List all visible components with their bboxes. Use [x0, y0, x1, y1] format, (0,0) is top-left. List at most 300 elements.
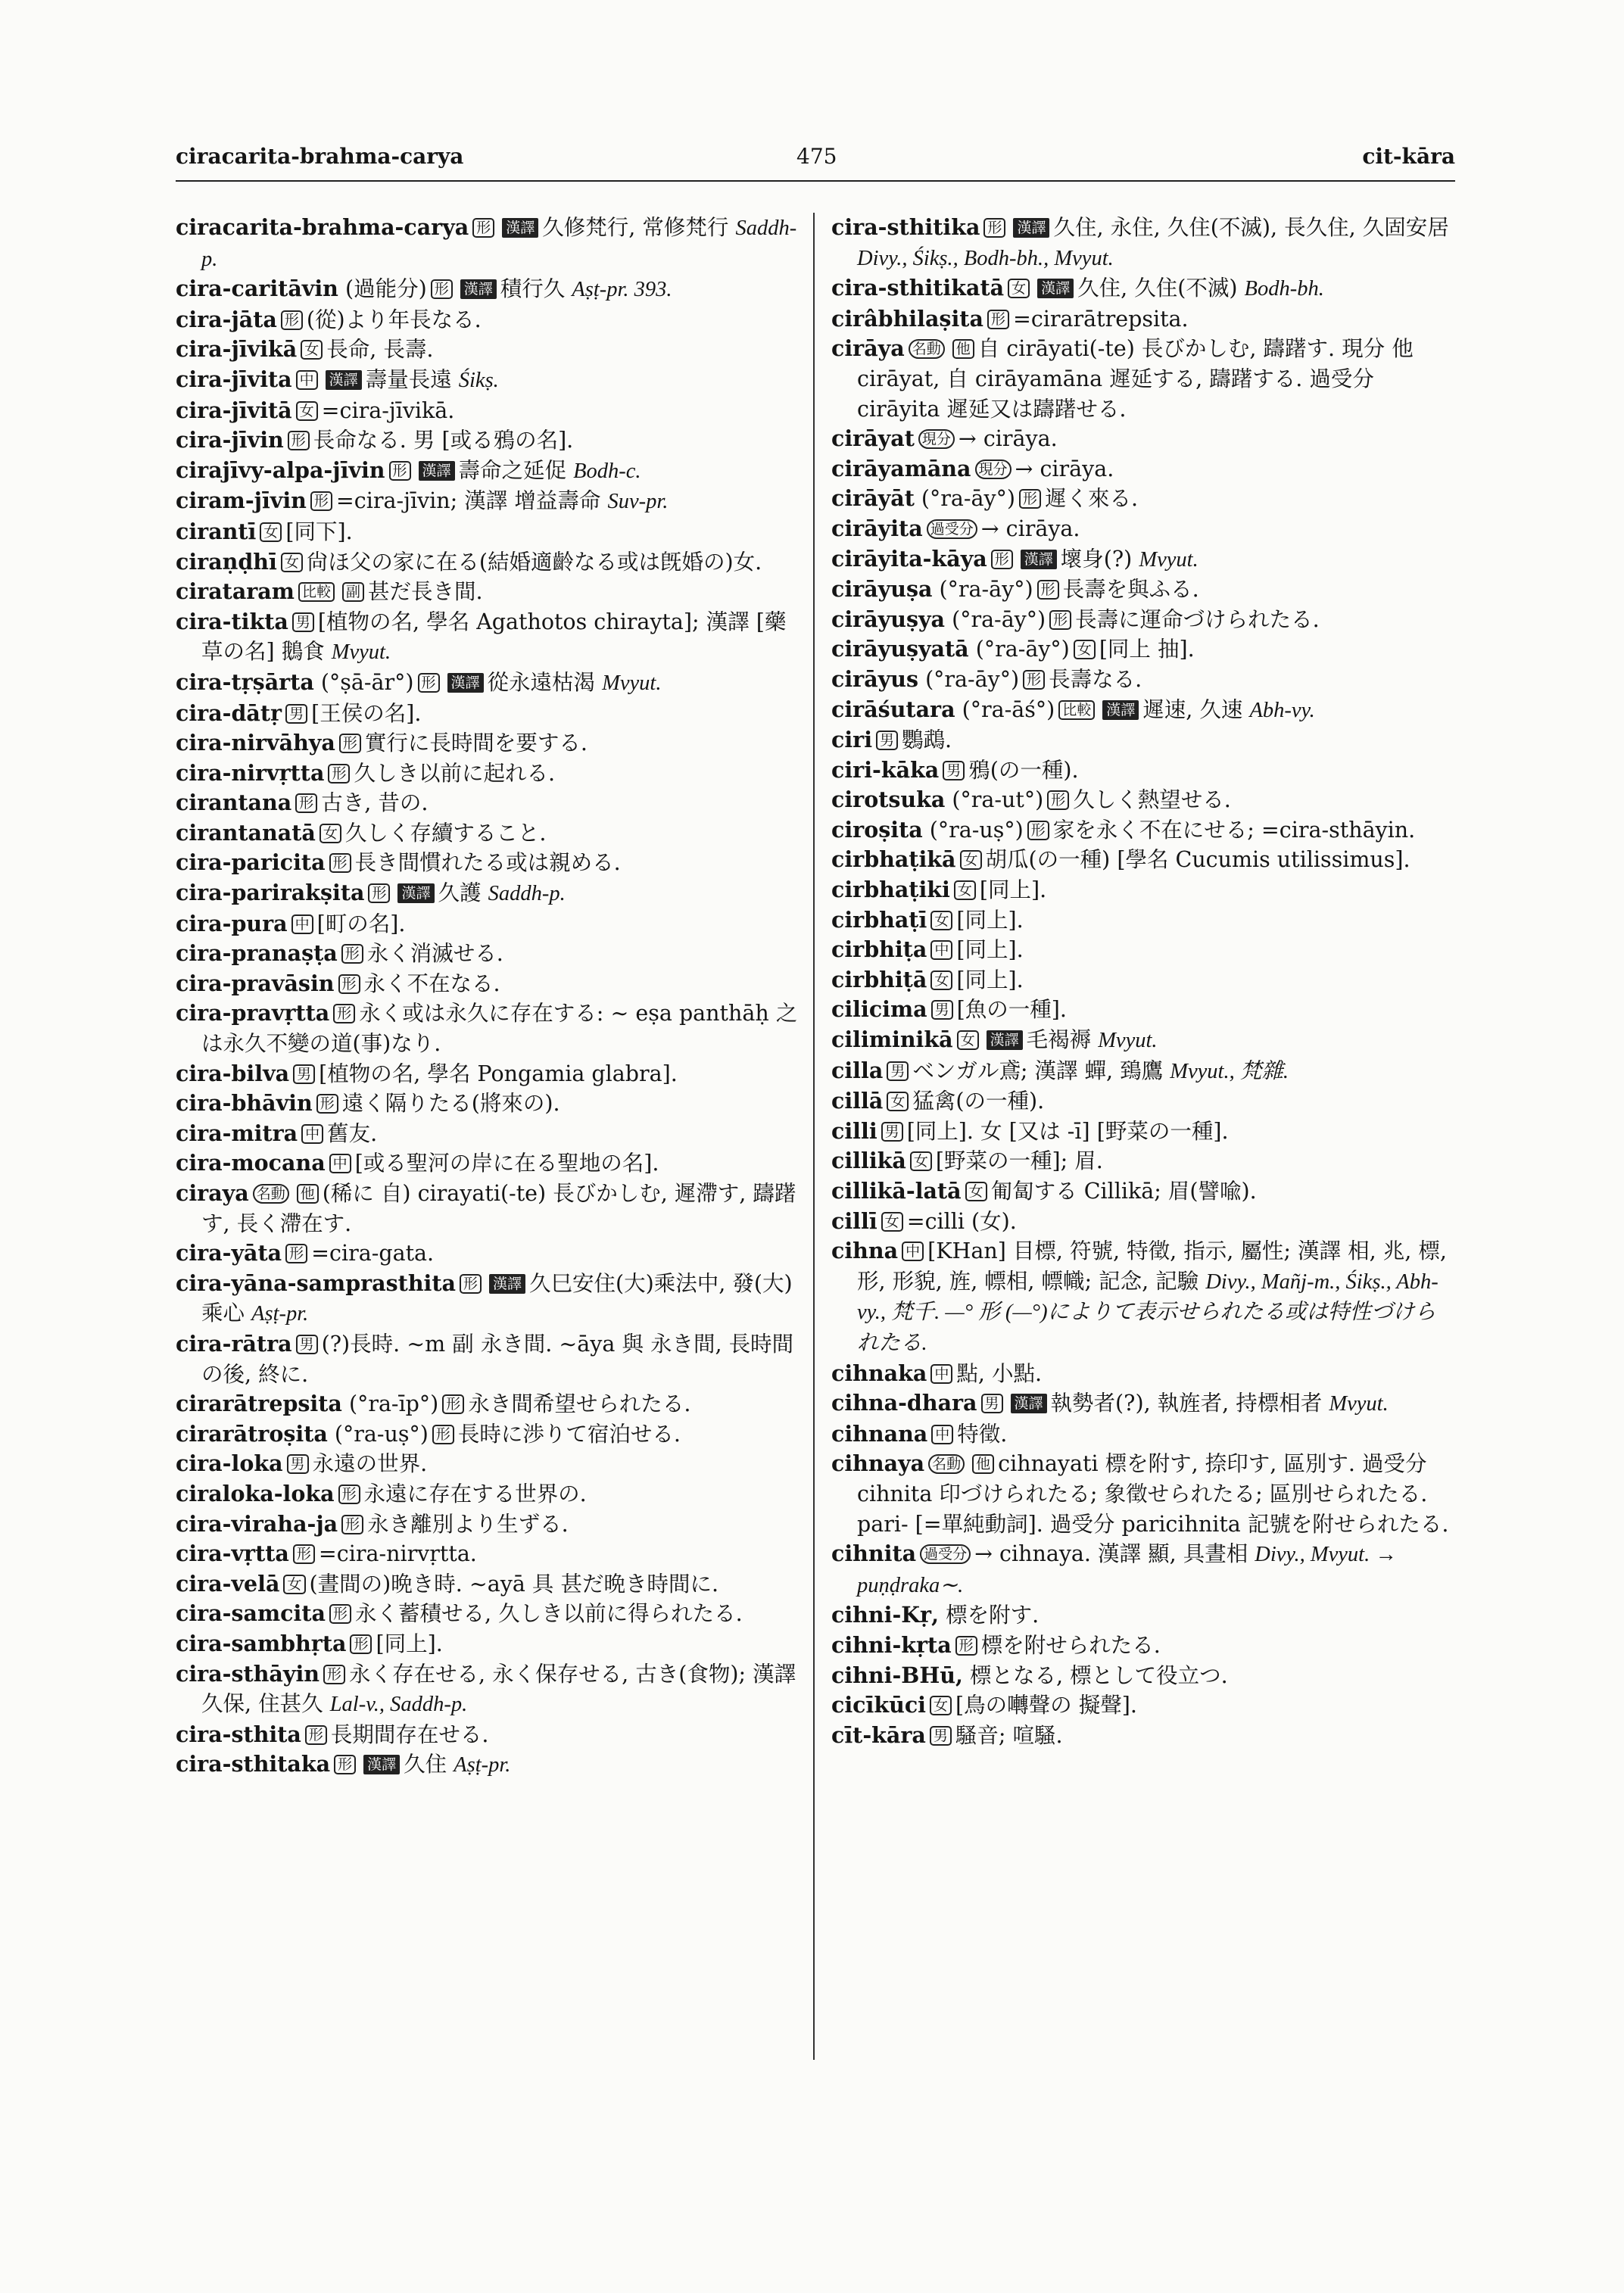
- dictionary-entry: [176, 607, 798, 668]
- translation-tag: 漢譯: [1037, 279, 1074, 298]
- entry-definition: → cihnaya. 漢譯 顯, 具晝相: [974, 1541, 1248, 1567]
- dictionary-entry: [831, 1236, 1454, 1358]
- entry-definition: [KHan] 目標, 符號, 特徵, 指示, 屬性; 漢譯 相, 兆, 標, 形, 形貌, 旌, 幖相, 幖幟; 記念, 記驗: [857, 1238, 1447, 1294]
- entry-definition: cihnayati 標を附す, 捺印す, 區別す. 過受分 cihnita 印づけられたる; 象徵せられたる; 區別せられたる. pari- [=單純動詞]. 過受分 paricihnita 記號を附せられたる.: [857, 1451, 1449, 1537]
- grammar-tag: 女: [954, 880, 976, 900]
- entry-headword: cira-jīvitā: [176, 397, 292, 423]
- entry-definition: 壽命之延促: [458, 457, 567, 483]
- entry-definition: → cirāya.: [1015, 456, 1114, 481]
- dictionary-entry: [831, 213, 1454, 273]
- source-reference: Divy., Śikṣ., Bodh-bh., Mvyut.: [857, 246, 1114, 270]
- entry-headword: cirāyita: [831, 515, 923, 541]
- dictionary-entry: [176, 365, 798, 396]
- entry-definition: 實行に長時間を要する.: [364, 731, 588, 756]
- grammar-tag: 比較: [298, 582, 335, 602]
- dictionary-entry: [176, 818, 798, 849]
- dictionary-entry: [831, 695, 1454, 726]
- entry-definition: 久しく存續すること.: [344, 820, 547, 846]
- source-reference: Mvyut.: [1329, 1392, 1389, 1416]
- dictionary-entry: [176, 1479, 798, 1509]
- grammar-tag: 形: [329, 1604, 351, 1624]
- grammar-tag: 他: [952, 339, 974, 359]
- entry-definition: =cilli (女).: [906, 1208, 1017, 1234]
- grammar-tag: 形: [389, 461, 411, 481]
- entry-headword: cirbhiṭa: [831, 936, 927, 963]
- page-header: [176, 144, 1455, 182]
- grammar-tag: 形: [338, 974, 360, 994]
- entry-definition: 舊友.: [327, 1120, 378, 1146]
- entry-definition: [町の名].: [316, 911, 406, 936]
- entry-headword: cihni-kṛta: [831, 1631, 952, 1658]
- entry-definition: 鴉(の一種).: [968, 757, 1079, 783]
- entry-headword: ciraṇḍhī: [176, 548, 277, 575]
- translation-tag: 漢譯: [1013, 218, 1049, 238]
- pronunciation-note: (°ra-āy°): [921, 486, 1015, 512]
- grammar-tag: 男: [285, 704, 307, 724]
- grammar-tag: 中: [930, 1364, 952, 1384]
- source-reference: Divy., Mañj-m., Śikṣ., Abh-vy., 梵千. —° 形 (—°)によりて表示せられたる或は特性づけられたる.: [857, 1270, 1439, 1355]
- source-reference: Bodh-c.: [573, 459, 641, 483]
- entry-headword: cirāyita-kāya: [831, 545, 987, 572]
- grammar-tag: 現分: [918, 429, 955, 449]
- entry-headword: cilla: [831, 1057, 884, 1083]
- entry-headword: cira-sthitikatā: [831, 275, 1005, 301]
- dictionary-entry: [176, 274, 798, 305]
- entry-headword: cira-sthitaka: [176, 1751, 331, 1777]
- entry-definition: 長き間慣れたる或は親める.: [354, 850, 621, 876]
- dictionary-entry: [176, 547, 798, 578]
- grammar-tag: 中: [296, 370, 318, 390]
- grammar-tag: 形: [323, 1665, 345, 1684]
- grammar-tag: 比較: [1058, 700, 1095, 720]
- grammar-tag: 女: [957, 1030, 979, 1050]
- grammar-tag: 形: [987, 310, 1009, 329]
- entry-definition: [王侯の名].: [311, 700, 422, 726]
- entry-headword: cira-caritāvin: [176, 276, 338, 302]
- entry-definition: 從永遠枯渴: [487, 669, 596, 695]
- translation-tag: 漢譯: [419, 461, 455, 481]
- grammar-tag: 形: [328, 764, 350, 784]
- grammar-tag: 形: [293, 1544, 315, 1564]
- grammar-tag: 中: [902, 1242, 924, 1261]
- entry-headword: cihni-BHū,: [831, 1662, 963, 1688]
- entry-definition: 標を附せられたる.: [980, 1632, 1161, 1658]
- dictionary-entry: [831, 1449, 1454, 1539]
- entry-headword: cillikā: [831, 1148, 906, 1174]
- entry-headword: cira-bhāvin: [176, 1090, 313, 1117]
- entry-definition: [或る聖河の岸に在る聖地の名].: [354, 1151, 659, 1176]
- entry-definition: 久住, 久住(不滅): [1077, 276, 1238, 301]
- entry-headword: cira-sthita: [176, 1721, 301, 1747]
- entry-definition: 永遠の世界.: [312, 1451, 428, 1477]
- entry-definition: 遲速, 久速: [1142, 696, 1243, 722]
- entry-headword: cira-pravṛtta: [176, 1000, 330, 1027]
- entry-headword: cira-tṛṣārta: [176, 668, 314, 695]
- entry-headword: cihnaya: [831, 1450, 925, 1477]
- grammar-tag: 他: [297, 1184, 319, 1204]
- dictionary-entry: [176, 1179, 798, 1238]
- grammar-tag: 形: [350, 1634, 372, 1654]
- dictionary-entry: [831, 935, 1454, 965]
- entry-definition: 久住, 永住, 久住(不滅), 長久住, 久固安居: [1053, 215, 1449, 240]
- entry-headword: cira-pranaṣṭa: [176, 940, 338, 967]
- entry-headword: cira-jīvin: [176, 427, 284, 453]
- column-divider: [813, 213, 815, 2060]
- source-reference: Śikṣ.: [458, 368, 499, 392]
- entry-definition: 永き離別より生ずる.: [367, 1511, 569, 1537]
- grammar-tag: 形: [341, 944, 363, 964]
- entry-headword: cira-sthāyin: [176, 1660, 320, 1687]
- entry-headword: cirāya: [831, 335, 905, 362]
- entry-definition: 長時に渉りて宿泊せる.: [457, 1421, 681, 1447]
- dictionary-entry: [176, 425, 798, 456]
- translation-tag: 漢譯: [460, 279, 497, 299]
- entry-headword: ciliminikā: [831, 1027, 953, 1053]
- grammar-tag: 形: [1047, 790, 1069, 810]
- translation-tag: 漢譯: [363, 1755, 400, 1774]
- grammar-tag: 形: [368, 883, 390, 903]
- entry-definition: 永き間希望せられたる.: [468, 1391, 691, 1417]
- entry-definition: [同上].: [956, 907, 1024, 933]
- dictionary-entry: [176, 1059, 798, 1089]
- grammar-tag: 女: [301, 340, 323, 360]
- dictionary-entry: [831, 1207, 1454, 1237]
- dictionary-entry: [831, 905, 1454, 936]
- entry-definition: 執勢者(?), 執旌者, 持標相者: [1050, 1391, 1323, 1416]
- entry-definition: 壞身(?): [1060, 546, 1133, 572]
- dictionary-entry: [831, 273, 1454, 304]
- entry-definition: 壽量長遠: [365, 366, 452, 392]
- source-reference: Divy., Mvyut. → puṇḍraka∼.: [857, 1543, 1397, 1597]
- dictionary-entry: [176, 456, 798, 487]
- grammar-tag: 名動: [909, 339, 945, 359]
- dictionary-entry: [831, 454, 1454, 484]
- dictionary-entry: [176, 788, 798, 818]
- entry-headword: cira-velā: [176, 1570, 280, 1597]
- grammar-tag: 男: [296, 1335, 318, 1354]
- entry-definition: (晝間の)晩き時. ∼ayā 具 甚だ晩き時間に.: [309, 1571, 718, 1597]
- dictionary-entry: [831, 1359, 1454, 1389]
- entry-definition: 長命なる. 男 [或る鴉の名].: [313, 428, 574, 453]
- entry-definition: 長命, 長壽.: [326, 337, 434, 363]
- entry-definition: 自 cirāyati(-te) 長びかしむ, 躊躇す. 現分 他 cirāyat, 自 cirāyamāna 遲延する, 躊躇する. 過受分 cirāyita 遲延又は躊躇せる.: [857, 336, 1414, 422]
- entry-definition: 長壽なる.: [1049, 666, 1142, 692]
- grammar-tag: 女: [283, 1575, 305, 1594]
- grammar-tag: 形: [418, 673, 440, 693]
- entry-headword: cicīkūci: [831, 1692, 927, 1718]
- dictionary-entry: [831, 575, 1454, 605]
- entry-headword: cira-loka: [176, 1450, 283, 1477]
- dictionary-entry: [176, 1539, 798, 1569]
- entry-definition: [植物の名, 學名 Pongamia glabra].: [319, 1061, 678, 1086]
- grammar-tag: 過受分: [920, 1544, 971, 1564]
- grammar-tag: 形: [338, 1485, 360, 1504]
- dictionary-entry: [831, 544, 1454, 575]
- entry-definition: =cira-jīvin; 漢譯 增益壽命: [335, 488, 601, 514]
- dictionary-entry: [176, 1659, 798, 1720]
- entry-definition: 騷音; 喧騷.: [955, 1722, 1063, 1748]
- dictionary-entry: [176, 728, 798, 759]
- grammar-tag: 現分: [975, 460, 1011, 479]
- translation-tag: 漢譯: [1011, 1394, 1047, 1413]
- entry-headword: cirantī: [176, 518, 257, 544]
- source-reference: Abh-vy.: [1249, 698, 1315, 722]
- dictionary-entry: [176, 668, 798, 699]
- entry-headword: cirāyamāna: [831, 455, 971, 481]
- dictionary-entry: [831, 1117, 1454, 1147]
- entry-headword: cihna-dhara: [831, 1390, 977, 1416]
- grammar-tag: 男: [292, 612, 314, 632]
- entry-definition: 久修梵行, 常修梵行: [542, 215, 729, 240]
- dictionary-entry: [176, 517, 798, 547]
- entry-headword: cira-tikta: [176, 608, 288, 634]
- entry-definition: → cirāya.: [958, 426, 1058, 452]
- dictionary-entry: [831, 785, 1454, 815]
- grammar-tag: 形: [1049, 610, 1071, 630]
- dictionary-entry: [176, 213, 798, 274]
- entry-definition: [同上].: [979, 877, 1047, 903]
- entry-headword: cirbhaṭikā: [831, 846, 956, 873]
- source-reference: Mvyut.: [1139, 547, 1199, 572]
- page-number: 475: [796, 144, 837, 169]
- dictionary-entry: [831, 1176, 1454, 1207]
- entry-headword: cira-jāta: [176, 306, 277, 332]
- grammar-tag: 副: [342, 582, 364, 602]
- dictionary-entry: [176, 969, 798, 999]
- dictionary-entry: [176, 878, 798, 909]
- grammar-tag: 男: [887, 1061, 909, 1081]
- pronunciation-note: (°ra-īp°): [348, 1391, 439, 1417]
- entry-definition: 久しく熱望せる.: [1073, 787, 1231, 813]
- entry-headword: ciraya: [176, 1180, 249, 1206]
- right-column: [831, 213, 1454, 1750]
- dictionary-entry: [176, 335, 798, 365]
- dictionary-entry: [176, 939, 798, 969]
- dictionary-entry: [831, 965, 1454, 995]
- dictionary-entry: [831, 424, 1454, 454]
- grammar-tag: 男: [981, 1394, 1003, 1413]
- grammar-tag: 他: [972, 1454, 994, 1474]
- grammar-tag: 女: [260, 522, 282, 542]
- entry-definition: [同上].: [376, 1631, 443, 1656]
- entry-definition: 遠く隔りたる(將來の).: [341, 1091, 560, 1117]
- entry-definition: [鳥の囀聲の 擬聲].: [955, 1693, 1137, 1718]
- dictionary-entry: [176, 396, 798, 426]
- entry-definition: 點, 小點.: [956, 1360, 1043, 1386]
- pronunciation-note: (°ṣā-ār°): [320, 669, 414, 695]
- entry-headword: cira-vṛtta: [176, 1541, 289, 1567]
- entry-headword: ciram-jīvin: [176, 488, 307, 514]
- dictionary-entry: [831, 334, 1454, 424]
- entry-definition: 久住: [404, 1752, 447, 1777]
- source-reference: Suv-pr.: [607, 490, 669, 514]
- entry-headword: cirarātrepsita: [176, 1391, 342, 1417]
- pronunciation-note: (°ra-āś°): [962, 696, 1055, 722]
- entry-definition: 積行久: [500, 276, 566, 302]
- entry-definition: =cirarātrepsita.: [1012, 306, 1189, 332]
- grammar-tag: 形: [334, 1755, 356, 1774]
- dictionary-entry: [831, 815, 1454, 846]
- entry-definition: 鸚鵡.: [902, 727, 952, 753]
- dictionary-entry: [176, 1119, 798, 1149]
- translation-tag: 漢譯: [987, 1030, 1023, 1050]
- grammar-tag: 形: [983, 218, 1005, 238]
- entry-headword: cirāśutara: [831, 696, 955, 722]
- grammar-tag: 形: [1019, 489, 1041, 509]
- dictionary-entry: [831, 875, 1454, 905]
- entry-definition: [魚の一種].: [956, 997, 1067, 1023]
- header-left-guide-word: ciracarita-brahma-carya: [176, 144, 464, 169]
- dictionary-entry: [831, 1388, 1454, 1419]
- source-reference: Saddh-p.: [488, 882, 566, 906]
- grammar-tag: 中: [329, 1154, 351, 1173]
- dictionary-entry: [176, 1389, 798, 1419]
- dictionary-entry: [831, 1419, 1454, 1450]
- entry-definition: [同上 抽].: [1099, 637, 1195, 662]
- entry-headword: cirāyus: [831, 665, 918, 692]
- dictionary-entry: [176, 1720, 798, 1750]
- entry-headword: cira-pravāsin: [176, 970, 335, 996]
- grammar-tag: 形: [341, 1515, 363, 1534]
- dictionary-entry: [176, 486, 798, 517]
- dictionary-entry: [176, 1569, 798, 1600]
- source-reference: Lal-v., Saddh-p.: [329, 1693, 468, 1717]
- grammar-tag: 形: [460, 1274, 482, 1294]
- entry-headword: cira-mocana: [176, 1150, 326, 1176]
- dictionary-entry: [176, 1599, 798, 1629]
- entry-definition: 古き, 昔の.: [321, 790, 429, 816]
- grammar-tag: 形: [1027, 821, 1049, 840]
- header-right-guide-word: cit-kāra: [1362, 144, 1455, 169]
- grammar-tag: 男: [287, 1454, 309, 1474]
- entry-definition: 永く存在せる, 永く保存せる, 古き(食物); 漢譯 久保, 住甚久: [201, 1661, 796, 1717]
- entry-headword: cihni-Kṛ,: [831, 1602, 939, 1628]
- entry-definition: 猛禽(の一種).: [912, 1089, 1045, 1114]
- entry-headword: cirbhaṭī: [831, 906, 927, 933]
- entry-definition: 標となる, 標として役立つ.: [970, 1662, 1228, 1688]
- entry-headword: cirāyat: [831, 425, 915, 452]
- grammar-tag: 形: [316, 1094, 338, 1114]
- entry-headword: cirāyuṣya: [831, 606, 946, 632]
- grammar-tag: 女: [281, 553, 303, 572]
- entry-headword: ciraloka-loka: [176, 1480, 335, 1506]
- entry-headword: cira-rātra: [176, 1330, 292, 1357]
- grammar-tag: 女: [320, 824, 341, 843]
- pronunciation-note: (°ra-āy°): [975, 637, 1070, 662]
- entry-definition: 匍匐する Cillikā; 眉(譬喩).: [990, 1179, 1257, 1204]
- grammar-tag: 名動: [253, 1184, 289, 1204]
- grammar-tag: 女: [930, 911, 952, 930]
- translation-tag: 漢譯: [447, 673, 484, 693]
- grammar-tag: 形: [295, 793, 317, 813]
- dictionary-entry: [831, 845, 1454, 875]
- entry-definition: (從)より年長なる.: [306, 307, 482, 332]
- entry-definition: 永く消滅せる.: [366, 941, 503, 967]
- dictionary-entry: [176, 1329, 798, 1389]
- dictionary-entry: [831, 1661, 1454, 1691]
- grammar-tag: 中: [931, 1425, 953, 1444]
- grammar-tag: 男: [293, 1064, 315, 1084]
- entry-headword: cīt-kāra: [831, 1721, 926, 1748]
- grammar-tag: 男: [881, 1122, 903, 1142]
- translation-tag: 漢譯: [1021, 550, 1057, 569]
- grammar-tag: 形: [472, 218, 494, 238]
- entry-headword: cira-sthitika: [831, 214, 980, 240]
- grammar-tag: 男: [943, 761, 965, 780]
- grammar-tag: 過受分: [927, 519, 977, 539]
- grammar-tag: 形: [305, 1725, 327, 1745]
- entry-headword: cira-viraha-ja: [176, 1510, 338, 1537]
- entry-headword: cira-yāta: [176, 1240, 282, 1266]
- dictionary-entry: [831, 725, 1454, 756]
- entry-headword: cira-yāna-samprasthita: [176, 1270, 456, 1296]
- grammar-tag: 女: [960, 850, 982, 870]
- entry-definition: 甚だ長き間.: [367, 579, 483, 605]
- entry-definition: 永く不在なる.: [363, 970, 500, 996]
- grammar-tag: 女: [881, 1212, 903, 1232]
- entry-headword: cira-mitra: [176, 1120, 298, 1146]
- entry-headword: cillī: [831, 1207, 877, 1234]
- source-reference: Aṣṭ-pr.: [251, 1302, 309, 1326]
- dictionary-entry: [176, 1749, 798, 1781]
- dictionary-entry: [176, 305, 798, 335]
- grammar-tag: 女: [1074, 640, 1096, 659]
- entry-headword: cihnaka: [831, 1360, 927, 1386]
- dictionary-entry: [831, 1025, 1454, 1056]
- grammar-tag: 形: [329, 853, 351, 873]
- grammar-tag: 形: [310, 491, 332, 511]
- grammar-tag: 形: [991, 550, 1013, 569]
- grammar-tag: 女: [1008, 279, 1030, 298]
- dictionary-entry: [831, 1721, 1454, 1751]
- grammar-tag: 女: [965, 1182, 987, 1201]
- dictionary-entry: [176, 848, 798, 878]
- entry-definition: =cira-gata.: [311, 1241, 435, 1266]
- grammar-tag: 女: [296, 401, 318, 421]
- dictionary-entry: [831, 304, 1454, 335]
- entry-headword: cillā: [831, 1088, 884, 1114]
- pronunciation-note: (°ra-āy°): [939, 577, 1033, 603]
- entry-definition: [同上]. 女 [又は -ī] [野菜の一種].: [906, 1118, 1229, 1144]
- entry-definition: 標を附す.: [946, 1603, 1040, 1628]
- entry-headword: cirantana: [176, 790, 292, 816]
- pronunciation-note: (°ra-uṣ°): [929, 817, 1024, 843]
- entry-definition: 久護: [438, 880, 482, 906]
- dictionary-entry: [831, 514, 1454, 544]
- entry-definition: [同上].: [956, 937, 1024, 963]
- entry-headword: cihnita: [831, 1541, 917, 1567]
- dictionary-entry: [176, 999, 798, 1058]
- entry-definition: 久しき以前に起れる.: [354, 760, 556, 786]
- grammar-tag: 男: [931, 1000, 953, 1020]
- grammar-tag: 形: [1037, 580, 1059, 600]
- source-reference: Mvyut., 梵雜.: [1170, 1059, 1289, 1083]
- entry-definition: =cira-nirvṛtta.: [318, 1541, 477, 1567]
- entry-headword: cillikā-latā: [831, 1178, 962, 1204]
- grammar-tag: 形: [431, 279, 453, 299]
- entry-definition: ベンガル鳶; 漢譯 蟬, 鵄鷹: [912, 1058, 1164, 1083]
- entry-headword: cira-pura: [176, 910, 288, 936]
- entry-definition: [植物の名, 學名 Agathotos chirayta]; 漢譯 [藥草の名] 鵝食: [201, 609, 787, 665]
- entry-headword: ciracarita-brahma-carya: [176, 214, 469, 240]
- entry-definition: 永遠に存在する世界の.: [363, 1481, 587, 1506]
- dictionary-entry: [831, 605, 1454, 635]
- entry-definition: [野菜の一種]; 眉.: [935, 1148, 1103, 1174]
- grammar-tag: 男: [930, 1726, 952, 1746]
- source-reference: Mvyut.: [1098, 1029, 1158, 1053]
- translation-tag: 漢譯: [1102, 700, 1139, 720]
- entry-definition: 永く或は永久に存在する: ∼ eṣa panthāḥ 之は永久不變の道(事)なり.: [201, 1001, 798, 1057]
